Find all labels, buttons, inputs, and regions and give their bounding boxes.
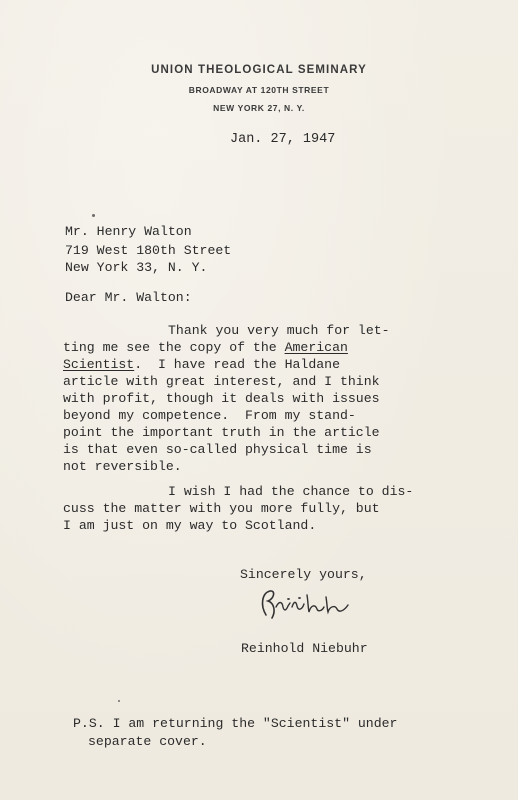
- letterhead-city: NEW YORK 27, N. Y.: [213, 103, 305, 113]
- body-paragraph-1-line: point the important truth in the article: [63, 425, 380, 440]
- salutation: Dear Mr. Walton:: [65, 290, 192, 305]
- postscript-line: P.S. I am returning the "Scientist" under: [73, 716, 398, 731]
- body-paragraph-1-line: not reversible.: [63, 459, 182, 474]
- body-paragraph-1-line: article with great interest, and I think: [63, 374, 380, 389]
- body-paragraph-1-line: [63, 339, 348, 356]
- underlined-title: Scientist: [63, 357, 135, 372]
- letter-date: Jan. 27, 1947: [230, 132, 336, 147]
- recipient-street: 719 West 180th Street: [65, 243, 232, 258]
- postscript-line: separate cover.: [88, 734, 207, 749]
- handwritten-signature: [252, 585, 362, 625]
- body-paragraph-2-line: I am just on my way to Scotland.: [63, 518, 317, 533]
- recipient-name: Mr. Henry Walton: [65, 224, 192, 239]
- body-paragraph-2-line: I wish I had the chance to dis-: [168, 484, 414, 499]
- paper-mark: [118, 700, 120, 702]
- signer-name: Reinhold Niebuhr: [241, 641, 368, 656]
- body-paragraph-1-line: Thank you very much for let-: [168, 323, 390, 338]
- letterhead-street: BROADWAY AT 120TH STREET: [188, 85, 330, 95]
- text-run: ting me see the copy of the: [63, 340, 285, 355]
- body-paragraph-1-line: with profit, though it deals with issues: [63, 391, 380, 406]
- recipient-city: New York 33, N. Y.: [65, 260, 208, 275]
- body-paragraph-1-line: is that even so-called physical time is: [63, 442, 372, 457]
- body-paragraph-2-line: cuss the matter with you more fully, but: [63, 501, 380, 516]
- paper-mark: [92, 214, 95, 217]
- body-paragraph-1-line: beyond my competence. From my stand-: [63, 408, 356, 423]
- underlined-title: American: [284, 340, 348, 355]
- letterhead-institution: UNION THEOLOGICAL SEMINARY: [151, 64, 367, 76]
- closing: Sincerely yours,: [240, 567, 367, 582]
- body-paragraph-1-line: [63, 356, 340, 373]
- text-run: . I have read the Haldane: [134, 357, 340, 372]
